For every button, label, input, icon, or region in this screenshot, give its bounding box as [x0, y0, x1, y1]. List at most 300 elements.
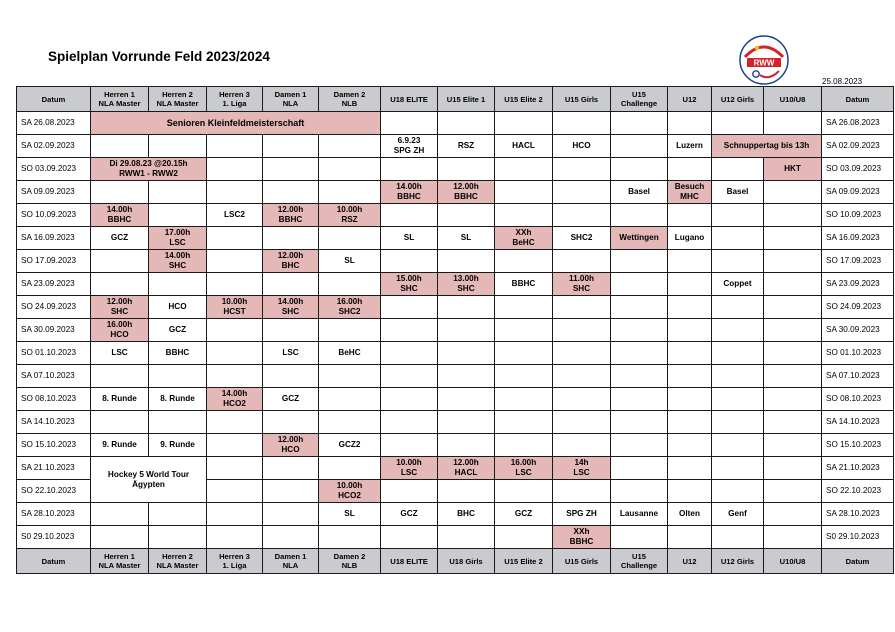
schedule-cell: BHC: [438, 503, 495, 526]
schedule-cell: BeHC: [319, 342, 381, 365]
empty-cell: [149, 181, 207, 204]
empty-cell: [149, 411, 207, 434]
empty-cell: [495, 411, 553, 434]
empty-cell: [381, 480, 438, 503]
empty-cell: [611, 434, 668, 457]
empty-cell: [712, 112, 764, 135]
empty-cell: [438, 526, 495, 549]
empty-cell: [553, 480, 611, 503]
schedule-cell: Senioren Kleinfeldmeisterschaft: [91, 112, 381, 135]
schedule-cell: 16.00h SHC2: [319, 296, 381, 319]
empty-cell: [764, 434, 822, 457]
table-row: [17, 365, 894, 388]
empty-cell: [712, 250, 764, 273]
empty-cell: [611, 388, 668, 411]
empty-cell: [553, 342, 611, 365]
date-cell: SO 22.10.2023: [822, 480, 894, 503]
empty-cell: [438, 411, 495, 434]
empty-cell: [553, 434, 611, 457]
column-header: U15 Girls: [553, 549, 611, 574]
empty-cell: [263, 526, 319, 549]
table-row: [17, 250, 894, 273]
schedule-cell: 12.00h HACL: [438, 457, 495, 480]
empty-cell: [553, 411, 611, 434]
empty-cell: [495, 480, 553, 503]
empty-cell: [764, 342, 822, 365]
schedule-cell: 12.00h BBHC: [263, 204, 319, 227]
empty-cell: [764, 457, 822, 480]
schedule-cell: Lugano: [668, 227, 712, 250]
empty-cell: [438, 158, 495, 181]
empty-cell: [553, 112, 611, 135]
empty-cell: [764, 480, 822, 503]
column-header: U10/U8: [764, 87, 822, 112]
table-row: [17, 526, 894, 549]
schedule-cell: SL: [438, 227, 495, 250]
date-cell: SO 01.10.2023: [17, 342, 91, 365]
date-cell: SA 30.09.2023: [17, 319, 91, 342]
schedule-cell: 14.00h SHC: [263, 296, 319, 319]
empty-cell: [712, 526, 764, 549]
empty-cell: [263, 135, 319, 158]
empty-cell: [668, 365, 712, 388]
empty-cell: [611, 135, 668, 158]
column-header: U18 ELITE: [381, 549, 438, 574]
empty-cell: [263, 365, 319, 388]
empty-cell: [319, 181, 381, 204]
empty-cell: [495, 204, 553, 227]
header-row-top: [17, 87, 894, 112]
empty-cell: [764, 227, 822, 250]
empty-cell: [495, 526, 553, 549]
date-cell: SO 10.09.2023: [17, 204, 91, 227]
schedule-cell: GCZ: [381, 503, 438, 526]
column-header: U15 Girls: [553, 87, 611, 112]
empty-cell: [438, 342, 495, 365]
empty-cell: [553, 388, 611, 411]
empty-cell: [764, 181, 822, 204]
schedule-cell: 11.00h SHC: [553, 273, 611, 296]
date-cell: SO 01.10.2023: [822, 342, 894, 365]
empty-cell: [553, 319, 611, 342]
empty-cell: [611, 365, 668, 388]
date-cell: SO 10.09.2023: [822, 204, 894, 227]
empty-cell: [764, 503, 822, 526]
schedule-cell: Hockey 5 World Tour Ägypten: [91, 457, 207, 503]
empty-cell: [495, 319, 553, 342]
date-cell: SA 21.10.2023: [17, 457, 91, 480]
empty-cell: [438, 319, 495, 342]
schedule-cell: GCZ2: [319, 434, 381, 457]
column-header: Datum: [822, 549, 894, 574]
empty-cell: [263, 480, 319, 503]
empty-cell: [668, 112, 712, 135]
schedule-cell: XXh BBHC: [553, 526, 611, 549]
table-row: [17, 296, 894, 319]
column-header: Herren 3 1. Liga: [207, 87, 263, 112]
empty-cell: [263, 411, 319, 434]
empty-cell: [207, 480, 263, 503]
document-date: 25.08.2023: [822, 77, 863, 86]
schedule-cell: HACL: [495, 135, 553, 158]
schedule-cell: GCZ: [149, 319, 207, 342]
table-row: [17, 204, 894, 227]
date-cell: SO 03.09.2023: [822, 158, 894, 181]
column-header: U15 Elite 1: [438, 87, 495, 112]
empty-cell: [319, 411, 381, 434]
schedule-cell: LSC2: [207, 204, 263, 227]
schedule-cell: 12.00h SHC: [91, 296, 149, 319]
schedule-table: [16, 86, 894, 574]
empty-cell: [207, 158, 263, 181]
schedule-cell: 14.00h BBHC: [91, 204, 149, 227]
column-header: U15 Challenge: [611, 549, 668, 574]
empty-cell: [149, 273, 207, 296]
empty-cell: [553, 158, 611, 181]
empty-cell: [495, 365, 553, 388]
empty-cell: [668, 250, 712, 273]
empty-cell: [207, 411, 263, 434]
empty-cell: [764, 250, 822, 273]
empty-cell: [319, 273, 381, 296]
empty-cell: [381, 526, 438, 549]
empty-cell: [91, 135, 149, 158]
schedule-cell: 10.00h RSZ: [319, 204, 381, 227]
empty-cell: [319, 319, 381, 342]
date-cell: SO 24.09.2023: [822, 296, 894, 319]
column-header: Datum: [17, 549, 91, 574]
table-row: [17, 434, 894, 457]
column-header: U12 Girls: [712, 549, 764, 574]
date-cell: SA 26.08.2023: [822, 112, 894, 135]
schedule-cell: 9. Runde: [149, 434, 207, 457]
column-header: U18 ELITE: [381, 87, 438, 112]
date-cell: SA 07.10.2023: [822, 365, 894, 388]
empty-cell: [668, 204, 712, 227]
column-header: Herren 3 1. Liga: [207, 549, 263, 574]
schedule-cell: 13.00h SHC: [438, 273, 495, 296]
date-cell: SA 14.10.2023: [822, 411, 894, 434]
empty-cell: [438, 250, 495, 273]
date-cell: SO 24.09.2023: [17, 296, 91, 319]
date-cell: SA 14.10.2023: [17, 411, 91, 434]
empty-cell: [495, 112, 553, 135]
column-header: U10/U8: [764, 549, 822, 574]
table-row: [17, 181, 894, 204]
column-header: Damen 1 NLA: [263, 549, 319, 574]
date-cell: SA 09.09.2023: [822, 181, 894, 204]
schedule-cell: 12.00h BBHC: [438, 181, 495, 204]
schedule-cell: Luzern: [668, 135, 712, 158]
schedule-cell: 8. Runde: [149, 388, 207, 411]
schedule-cell: 10.00h HCO2: [319, 480, 381, 503]
schedule-cell: Basel: [712, 181, 764, 204]
table-row: [17, 135, 894, 158]
schedule-cell: GCZ: [495, 503, 553, 526]
date-cell: S0 29.10.2023: [822, 526, 894, 549]
empty-cell: [91, 411, 149, 434]
column-header: Herren 1 NLA Master: [91, 87, 149, 112]
empty-cell: [381, 319, 438, 342]
empty-cell: [495, 434, 553, 457]
empty-cell: [764, 388, 822, 411]
column-header: Damen 2 NLB: [319, 549, 381, 574]
schedule-cell: SL: [319, 503, 381, 526]
empty-cell: [381, 158, 438, 181]
empty-cell: [668, 480, 712, 503]
table-row: [17, 158, 894, 181]
empty-cell: [381, 365, 438, 388]
schedule-cell: Di 29.08.23 @20.15h RWW1 - RWW2: [91, 158, 207, 181]
empty-cell: [207, 457, 263, 480]
empty-cell: [263, 457, 319, 480]
empty-cell: [438, 204, 495, 227]
schedule-cell: LSC: [91, 342, 149, 365]
date-cell: SO 22.10.2023: [17, 480, 91, 503]
schedule-cell: SL: [319, 250, 381, 273]
empty-cell: [91, 250, 149, 273]
empty-cell: [611, 342, 668, 365]
date-cell: SA 26.08.2023: [17, 112, 91, 135]
empty-cell: [553, 296, 611, 319]
empty-cell: [91, 181, 149, 204]
empty-cell: [764, 411, 822, 434]
empty-cell: [207, 135, 263, 158]
schedule-cell: 14h LSC: [553, 457, 611, 480]
date-cell: SA 30.09.2023: [822, 319, 894, 342]
date-cell: SA 21.10.2023: [822, 457, 894, 480]
schedule-cell: 15.00h SHC: [381, 273, 438, 296]
column-header: Datum: [17, 87, 91, 112]
empty-cell: [668, 388, 712, 411]
empty-cell: [438, 434, 495, 457]
empty-cell: [381, 411, 438, 434]
date-cell: SA 09.09.2023: [17, 181, 91, 204]
empty-cell: [611, 319, 668, 342]
empty-cell: [712, 296, 764, 319]
column-header: U15 Challenge: [611, 87, 668, 112]
empty-cell: [149, 365, 207, 388]
schedule-cell: Coppet: [712, 273, 764, 296]
schedule-cell: Genf: [712, 503, 764, 526]
empty-cell: [207, 365, 263, 388]
empty-cell: [495, 181, 553, 204]
column-header: Herren 1 NLA Master: [91, 549, 149, 574]
schedule-cell: HCO: [553, 135, 611, 158]
table-row: [17, 457, 894, 480]
empty-cell: [319, 388, 381, 411]
schedule-cell: GCZ: [263, 388, 319, 411]
empty-cell: [764, 112, 822, 135]
schedule-cell: BBHC: [495, 273, 553, 296]
empty-cell: [712, 480, 764, 503]
date-cell: S0 29.10.2023: [17, 526, 91, 549]
empty-cell: [263, 319, 319, 342]
empty-cell: [712, 411, 764, 434]
page-title: Spielplan Vorrunde Feld 2023/2024: [48, 49, 270, 64]
empty-cell: [149, 526, 207, 549]
empty-cell: [263, 227, 319, 250]
empty-cell: [91, 526, 149, 549]
schedule-cell: 17.00h LSC: [149, 227, 207, 250]
schedule-cell: SHC2: [553, 227, 611, 250]
empty-cell: [319, 457, 381, 480]
table-row: [17, 273, 894, 296]
date-cell: SO 17.09.2023: [822, 250, 894, 273]
empty-cell: [319, 365, 381, 388]
empty-cell: [263, 503, 319, 526]
schedule-cell: GCZ: [91, 227, 149, 250]
empty-cell: [149, 204, 207, 227]
empty-cell: [611, 273, 668, 296]
schedule-cell: 6.9.23 SPG ZH: [381, 135, 438, 158]
schedule-cell: SPG ZH: [553, 503, 611, 526]
empty-cell: [611, 480, 668, 503]
empty-cell: [668, 457, 712, 480]
empty-cell: [668, 342, 712, 365]
empty-cell: [91, 273, 149, 296]
empty-cell: [319, 526, 381, 549]
date-cell: SA 23.09.2023: [17, 273, 91, 296]
empty-cell: [764, 204, 822, 227]
schedule-cell: Besuch MHC: [668, 181, 712, 204]
schedule-cell: HKT: [764, 158, 822, 181]
empty-cell: [207, 273, 263, 296]
date-cell: SO 15.10.2023: [17, 434, 91, 457]
empty-cell: [207, 526, 263, 549]
empty-cell: [263, 181, 319, 204]
empty-cell: [438, 388, 495, 411]
empty-cell: [764, 319, 822, 342]
empty-cell: [91, 365, 149, 388]
column-header: U18 Girls: [438, 549, 495, 574]
schedule-cell: 8. Runde: [91, 388, 149, 411]
schedule-cell: 10.00h LSC: [381, 457, 438, 480]
empty-cell: [91, 503, 149, 526]
empty-cell: [381, 434, 438, 457]
column-header: U12: [668, 87, 712, 112]
club-logo-icon: [737, 33, 791, 87]
empty-cell: [207, 319, 263, 342]
empty-cell: [712, 204, 764, 227]
schedule-cell: Wettingen: [611, 227, 668, 250]
empty-cell: [712, 365, 764, 388]
empty-cell: [381, 250, 438, 273]
empty-cell: [712, 227, 764, 250]
empty-cell: [319, 158, 381, 181]
schedule-cell: BBHC: [149, 342, 207, 365]
empty-cell: [611, 112, 668, 135]
empty-cell: [611, 204, 668, 227]
empty-cell: [207, 250, 263, 273]
logo-text: RWW: [753, 58, 775, 68]
date-cell: SA 16.09.2023: [822, 227, 894, 250]
schedule-cell: XXh BeHC: [495, 227, 553, 250]
empty-cell: [764, 526, 822, 549]
empty-cell: [381, 204, 438, 227]
column-header: U12: [668, 549, 712, 574]
empty-cell: [553, 181, 611, 204]
empty-cell: [381, 112, 438, 135]
empty-cell: [668, 434, 712, 457]
empty-cell: [149, 503, 207, 526]
empty-cell: [668, 296, 712, 319]
date-cell: SA 02.09.2023: [17, 135, 91, 158]
column-header: Damen 1 NLA: [263, 87, 319, 112]
empty-cell: [611, 411, 668, 434]
schedule-cell: 10.00h HCST: [207, 296, 263, 319]
empty-cell: [495, 250, 553, 273]
empty-cell: [712, 457, 764, 480]
schedule-cell: 16.00h HCO: [91, 319, 149, 342]
schedule-cell: LSC: [263, 342, 319, 365]
empty-cell: [764, 365, 822, 388]
date-cell: SA 23.09.2023: [822, 273, 894, 296]
empty-cell: [668, 273, 712, 296]
column-header: U15 Elite 2: [495, 87, 553, 112]
column-header: Herren 2 NLA Master: [149, 87, 207, 112]
header-row-bottom: [17, 549, 894, 574]
schedule-cell: Basel: [611, 181, 668, 204]
empty-cell: [611, 296, 668, 319]
empty-cell: [438, 112, 495, 135]
empty-cell: [712, 158, 764, 181]
empty-cell: [381, 296, 438, 319]
schedule-cell: Lausanne: [611, 503, 668, 526]
date-cell: SA 07.10.2023: [17, 365, 91, 388]
schedule-cell: RSZ: [438, 135, 495, 158]
empty-cell: [553, 365, 611, 388]
schedule-cell: 16.00h LSC: [495, 457, 553, 480]
table-row: [17, 342, 894, 365]
table-row: [17, 319, 894, 342]
empty-cell: [149, 135, 207, 158]
empty-cell: [263, 158, 319, 181]
date-cell: SA 16.09.2023: [17, 227, 91, 250]
empty-cell: [319, 227, 381, 250]
empty-cell: [207, 342, 263, 365]
table-row: [17, 112, 894, 135]
schedule-cell: Schnuppertag bis 13h: [712, 135, 822, 158]
empty-cell: [495, 158, 553, 181]
empty-cell: [553, 204, 611, 227]
empty-cell: [764, 273, 822, 296]
column-header: U12 Girls: [712, 87, 764, 112]
empty-cell: [764, 296, 822, 319]
empty-cell: [668, 526, 712, 549]
column-header: U15 Elite 2: [495, 549, 553, 574]
empty-cell: [207, 227, 263, 250]
date-cell: SA 28.10.2023: [17, 503, 91, 526]
empty-cell: [495, 342, 553, 365]
schedule-cell: 12.00h HCO: [263, 434, 319, 457]
schedule-cell: HCO: [149, 296, 207, 319]
empty-cell: [438, 365, 495, 388]
schedule-cell: Olten: [668, 503, 712, 526]
date-cell: SO 15.10.2023: [822, 434, 894, 457]
date-cell: SO 08.10.2023: [17, 388, 91, 411]
schedule-cell: 14.00h HCO2: [207, 388, 263, 411]
date-cell: SO 08.10.2023: [822, 388, 894, 411]
empty-cell: [712, 342, 764, 365]
table-row: [17, 388, 894, 411]
empty-cell: [495, 388, 553, 411]
empty-cell: [668, 158, 712, 181]
empty-cell: [263, 273, 319, 296]
schedule-cell: 14.00h BBHC: [381, 181, 438, 204]
empty-cell: [611, 526, 668, 549]
column-header: Damen 2 NLB: [319, 87, 381, 112]
